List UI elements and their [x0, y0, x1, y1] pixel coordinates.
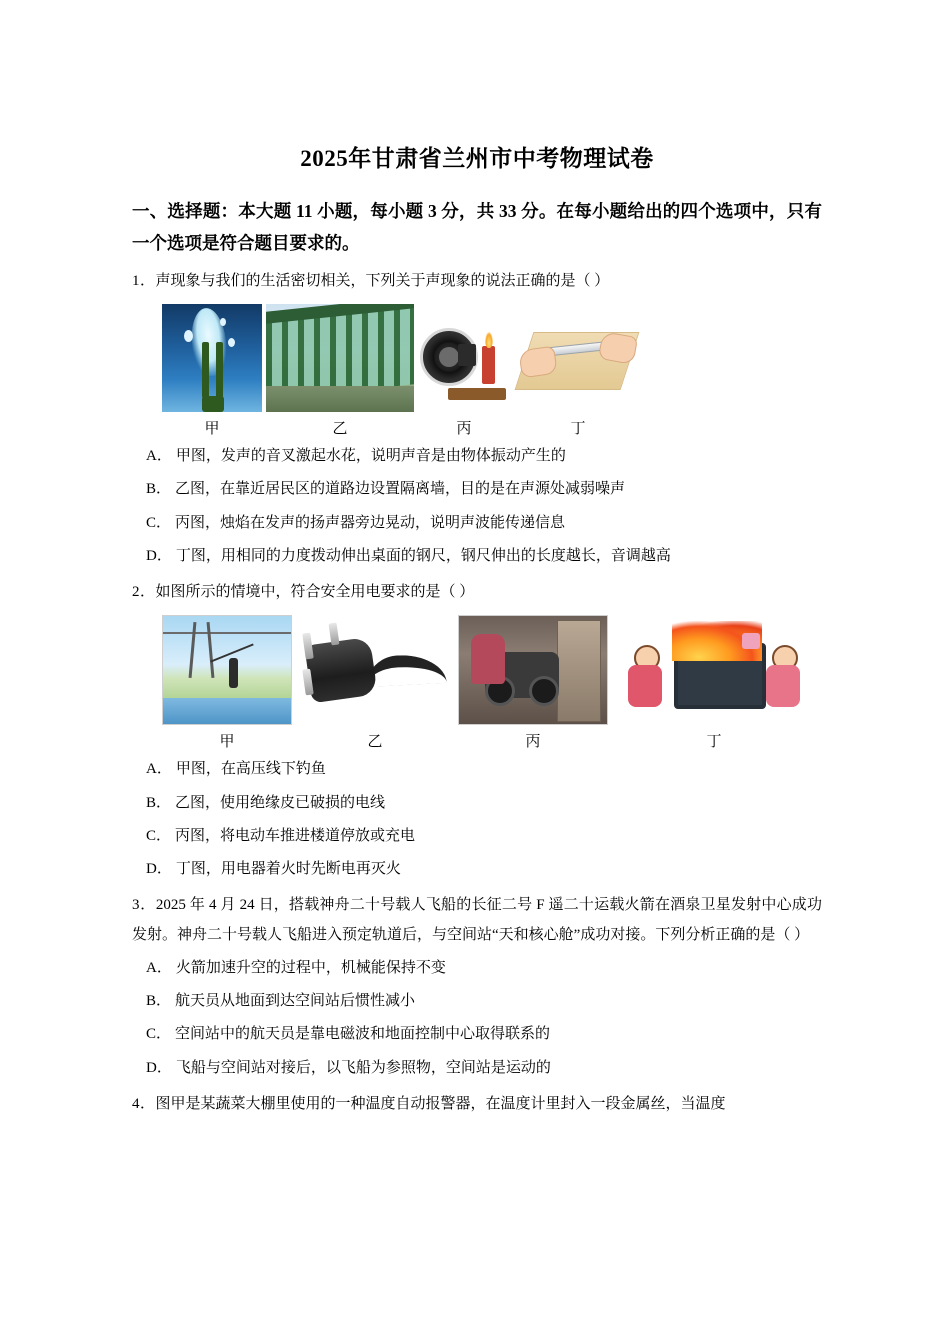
choice-label: C．	[146, 514, 172, 531]
question-3-number: 3．	[132, 897, 156, 914]
ebike-in-stairwell-icon	[458, 615, 608, 725]
extinguish-fire-after-cutting-power-icon	[616, 617, 812, 725]
choice-label: D．	[146, 1059, 172, 1076]
figure-fire	[616, 617, 812, 751]
choice-label: B．	[146, 993, 172, 1009]
figure-tuning-fork	[162, 304, 262, 438]
question-3-choice-d	[146, 1054, 822, 1083]
question-3-choice-b	[146, 987, 822, 1016]
question-1-stem	[132, 267, 822, 296]
choice-text: 丙图，烛焰在发声的扬声器旁边晃动，说明声波能传递信息	[175, 514, 566, 531]
question-3-choice-c	[146, 1020, 822, 1049]
question-2-choice-b	[146, 789, 822, 818]
choice-text: 丁图，用电器着火时先断电再灭火	[175, 861, 401, 877]
question-4-number: 4．	[132, 1095, 156, 1112]
choice-text: 丁图，用相同的力度拨动伸出桌面的钢尺，钢尺伸出的长度越长，音调越高	[175, 547, 671, 564]
figure-noise-barrier	[266, 304, 414, 438]
question-2-figures	[162, 615, 822, 751]
figure-plug	[300, 617, 450, 751]
question-2	[132, 578, 822, 884]
question-2-choice-a	[146, 755, 822, 784]
section-heading: 一、选择题：本大题 11 小题，每小题 3 分，共 33 分。在每小题给出的四个选项中，只有一个选项是符合题目要求的。	[132, 201, 822, 254]
choice-label: A．	[146, 761, 172, 778]
question-2-text: 如图所示的情境中，符合安全用电要求的是（ ）	[155, 584, 475, 600]
question-3-text: 2025 年 4 月 24 日，搭载神舟二十号载人飞船的长征二号 F 遥二十运载火箭在酒泉卫星发射中心成功发射。神舟二十号载人飞船进入预定轨道后，与空间站“天和核心舱”成功对接。下列分析正确的是（ ）	[132, 897, 822, 943]
figure-caption: 丙	[525, 734, 541, 751]
page-title: 2025年甘肃省兰州市中考物理试卷	[300, 146, 654, 171]
plug-with-damaged-insulation-icon	[300, 617, 450, 725]
figure-steel-ruler	[514, 304, 642, 438]
question-1-figures	[162, 304, 822, 438]
question-4	[132, 1090, 822, 1119]
choice-label: C．	[146, 827, 172, 844]
figure-caption: 丙	[456, 421, 472, 437]
fishing-under-power-line-icon	[162, 615, 292, 725]
loudspeaker-candle-flame-icon	[418, 304, 510, 412]
choice-text: 丙图，将电动车推进楼道停放或充电	[175, 827, 416, 844]
question-2-choice-c	[146, 822, 822, 851]
question-2-stem	[132, 578, 822, 607]
question-2-number: 2．	[132, 584, 156, 600]
page-content	[132, 140, 822, 1119]
figure-caption: 甲	[204, 421, 220, 437]
choice-text: 甲图，发声的音叉激起水花，说明声音是由物体振动产生的	[175, 448, 566, 464]
question-1-text: 声现象与我们的生活密切相关，下列关于声现象的说法正确的是（ ）	[155, 272, 610, 289]
steel-ruler-on-desk-icon	[514, 304, 642, 412]
question-2-choice-d	[146, 855, 822, 884]
figure-caption: 丁	[570, 421, 586, 437]
choice-label: D．	[146, 547, 172, 564]
question-3-choice-a	[146, 954, 822, 983]
question-1-number: 1．	[132, 272, 156, 289]
choice-label: A．	[146, 448, 172, 464]
highway-noise-barrier-icon	[266, 304, 414, 412]
question-3	[132, 891, 822, 1083]
figure-loudspeaker	[418, 304, 510, 438]
choice-text: 飞船与空间站对接后，以飞船为参照物，空间站是运动的	[175, 1059, 551, 1076]
question-1-choice-b	[146, 475, 822, 504]
figure-caption: 乙	[332, 421, 348, 437]
choice-label: C．	[146, 1026, 172, 1043]
question-1-choice-a	[146, 442, 822, 471]
choice-text: 空间站中的航天员是靠电磁波和地面控制中心取得联系的	[175, 1026, 551, 1043]
question-1-choice-d	[146, 542, 822, 571]
choice-text: 乙图，使用绝缘皮已破损的电线	[175, 794, 386, 811]
question-1	[132, 267, 822, 571]
choice-label: B．	[146, 481, 172, 498]
choice-text: 火箭加速升空的过程中，机械能保持不变	[175, 959, 446, 976]
question-1-choice-c	[146, 509, 822, 538]
figure-caption: 丁	[706, 734, 722, 751]
figure-caption: 乙	[367, 734, 383, 751]
choice-label: A．	[146, 959, 172, 976]
choice-text: 乙图，在靠近居民区的道路边设置隔离墙，目的是在声源处减弱噪声	[175, 481, 626, 498]
question-4-stem	[132, 1090, 822, 1119]
choice-text: 航天员从地面到达空间站后惯性减小	[175, 993, 416, 1009]
figure-fishing	[162, 615, 292, 751]
question-4-text: 图甲是某蔬菜大棚里使用的一种温度自动报警器，在温度计里封入一段金属丝，当温度	[155, 1095, 726, 1112]
choice-label: D．	[146, 861, 172, 877]
question-3-stem	[132, 891, 822, 950]
choice-label: B．	[146, 794, 172, 811]
figure-caption: 甲	[219, 734, 235, 751]
figure-ebike	[458, 615, 608, 751]
tuning-fork-water-splash-icon	[162, 304, 262, 412]
choice-text: 甲图，在高压线下钓鱼	[175, 761, 326, 778]
